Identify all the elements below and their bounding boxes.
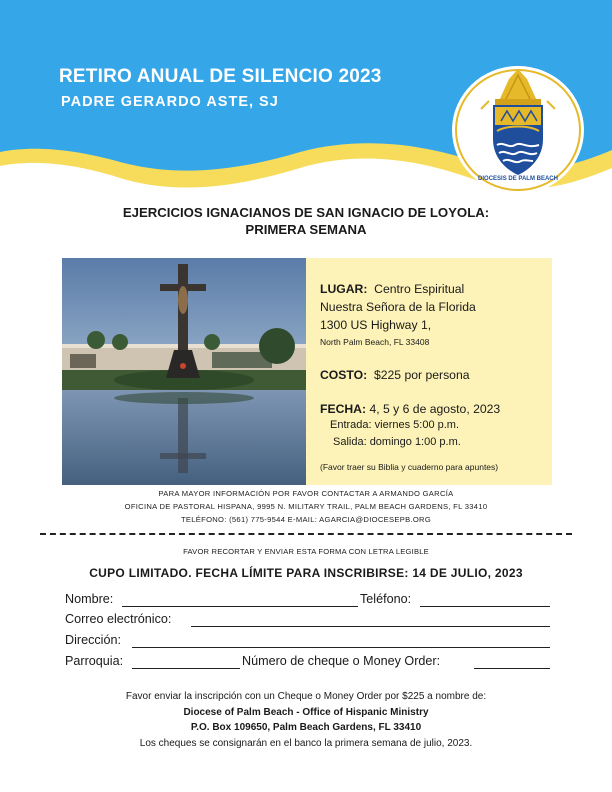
costo-line (320, 368, 470, 382)
page-subtitle: PADRE GERARDO ASTE, SJ (61, 94, 279, 110)
lugar-line2: Nuestra Señora de la Florida (320, 300, 476, 314)
telefono-label: Teléfono: (360, 592, 412, 606)
direccion-label: Dirección: (65, 633, 121, 647)
parroquia-field[interactable] (132, 668, 240, 669)
fecha-line (320, 402, 500, 416)
nombre-label: Nombre: (65, 592, 114, 606)
correo-field[interactable] (191, 626, 550, 627)
retreat-heading-line2: PRIMERA SEMANA (245, 222, 367, 237)
costo-value: $225 por persona (373, 368, 470, 382)
crucifix-photo (62, 258, 306, 485)
direccion-field[interactable] (132, 647, 550, 648)
contact-line2: OFICINA DE PASTORAL HISPANA, 9995 N. MILITARY TRAIL, PALM BEACH GARDENS, FL 33410 (124, 502, 488, 511)
costo-label: COSTO: (320, 368, 368, 382)
deadline-notice: CUPO LIMITADO. FECHA LÍMITE PARA INSCRIBIRSE: 14 DE JULIO, 2023 (89, 566, 523, 580)
cut-instructions: FAVOR RECORTAR Y ENVIAR ESTA FORMA CON LETRA LEGIBLE (183, 547, 429, 556)
fecha-value: 4, 5 y 6 de agosto, 2023 (369, 402, 501, 416)
nombre-field[interactable] (122, 606, 358, 607)
lugar-line3: 1300 US Highway 1, (320, 318, 432, 332)
telefono-field[interactable] (420, 606, 550, 607)
salida-time: Salida: domingo 1:00 p.m. (333, 436, 461, 448)
parroquia-label: Parroquia: (65, 654, 124, 668)
logo-caption: DIOCESIS DE PALM BEACH (478, 176, 558, 182)
footer-address: P.O. Box 109650, Palm Beach Gardens, FL 33410 (190, 722, 422, 733)
fecha-label: FECHA: (320, 402, 367, 416)
footer-payment-instructions: Favor enviar la inscripción con un Cheque o Money Order por $225 a nombre de: (125, 691, 487, 702)
cheque-label: Número de cheque o Money Order: (242, 654, 441, 668)
footer-deposit-note: Los cheques se consignarán en el banco la primera semana de julio, 2023. (139, 738, 473, 749)
lugar-line1 (320, 282, 464, 296)
page-title: RETIRO ANUAL DE SILENCIO 2023 (59, 66, 382, 87)
entrada-time: Entrada: viernes 5:00 p.m. (330, 419, 460, 431)
cut-line (40, 533, 572, 535)
retreat-heading (30, 204, 582, 238)
correo-label: Correo electrónico: (65, 612, 172, 626)
cheque-field[interactable] (474, 668, 550, 669)
lugar-line4: North Palm Beach, FL 33408 (320, 337, 430, 347)
contact-line1: PARA MAYOR INFORMACIÓN POR FAVOR CONTACTAR A ARMANDO GARCÍA (158, 489, 454, 498)
bring-note: (Favor traer su Biblia y cuaderno para apuntes) (320, 462, 499, 472)
lugar-name: Centro Espiritual (374, 282, 465, 296)
contact-line3: TELÉFONO: (561) 775-9544 E-MAIL: AGARCIA@DIOCESEPB.ORG (180, 515, 432, 524)
footer-payee: Diocese of Palm Beach - Office of Hispanic Ministry (183, 707, 429, 718)
retreat-heading-line1: EJERCICIOS IGNACIANOS DE SAN IGNACIO DE LOYOLA: (122, 205, 490, 220)
lugar-label: LUGAR: (320, 282, 368, 296)
